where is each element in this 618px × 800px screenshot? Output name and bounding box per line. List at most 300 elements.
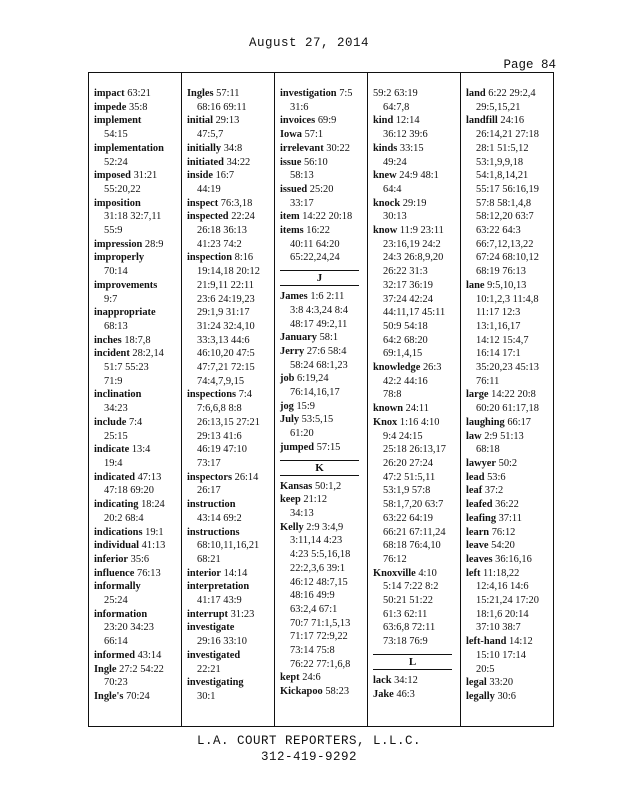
page-line-refs: 1:6 2:11 — [310, 291, 345, 303]
entry-line — [466, 347, 553, 361]
entry-line — [280, 413, 367, 427]
index-entry — [466, 512, 553, 526]
page-line-refs: 29:19 — [402, 197, 427, 209]
page-line-refs: 46:12 48:7,15 — [290, 576, 348, 588]
page-line-refs: 26:14 — [234, 471, 259, 483]
entry-line — [94, 388, 181, 402]
entry-line — [187, 334, 274, 348]
entry-line — [280, 400, 367, 414]
entry-line — [94, 402, 181, 416]
index-entry — [94, 142, 181, 169]
index-entry — [466, 553, 553, 567]
page-line-refs: 34:8 — [223, 142, 243, 154]
page-line-refs: 70:14 — [104, 266, 128, 278]
entry-line — [373, 416, 460, 430]
index-entry — [94, 471, 181, 498]
entry-line — [94, 293, 181, 307]
index-term: implement — [94, 115, 142, 127]
entry-line — [373, 156, 460, 170]
index-term: inside — [187, 170, 213, 182]
page-line-refs: 26:13,15 27:21 — [197, 416, 260, 428]
entry-line — [466, 183, 553, 197]
index-term: large — [466, 389, 489, 401]
index-term: indicating — [94, 499, 139, 511]
page-line-refs: 47:7,21 72:15 — [197, 362, 255, 374]
index-entry — [280, 210, 367, 224]
index-entry — [373, 361, 460, 402]
page-line-refs: 50:9 54:18 — [383, 320, 428, 332]
index-term: law — [466, 430, 482, 442]
page-line-refs: 40:11 64:20 — [290, 238, 340, 250]
entry-line — [280, 521, 367, 535]
entry-line — [94, 580, 181, 594]
entry-line — [373, 594, 460, 608]
entry-line — [94, 375, 181, 389]
page-line-refs: 57:1 — [304, 129, 324, 141]
index-entry — [280, 183, 367, 210]
index-term: impede — [94, 101, 127, 113]
index-term: inspect — [187, 197, 219, 209]
index-entry — [94, 279, 181, 306]
page-line-refs: 29:1,9 31:17 — [197, 307, 250, 319]
index-term: know — [373, 225, 398, 237]
page-line-refs: 47:2 51:5,11 — [383, 471, 436, 483]
index-term: investigate — [187, 622, 235, 634]
entry-line — [466, 265, 553, 279]
page-line-refs: 14:14 — [223, 567, 248, 579]
page-line-refs: 24:9 48:1 — [399, 170, 439, 182]
entry-line — [466, 567, 553, 581]
page-line-refs: 71:9 — [104, 375, 123, 387]
index-entry — [94, 347, 181, 388]
page-line-refs: 68:10,11,16,21 — [197, 540, 260, 552]
index-term: item — [280, 211, 300, 223]
index-term: inappropriate — [94, 307, 156, 319]
page-line-refs: 3:8 4:3,24 8:4 — [290, 304, 349, 316]
page-line-refs: 51:7 55:23 — [104, 362, 149, 374]
entry-line — [373, 621, 460, 635]
entry-line — [187, 251, 274, 265]
page-line-refs: 9:5,10,13 — [487, 279, 527, 291]
entry-line — [280, 318, 367, 332]
index-term: James — [280, 291, 308, 303]
page-line-refs: 34:23 — [104, 403, 128, 415]
index-term: indicate — [94, 444, 130, 456]
index-entry — [187, 197, 274, 211]
entry-line — [280, 507, 367, 521]
page-line-refs: 25:18 26:13,17 — [383, 444, 446, 456]
entry-line — [94, 594, 181, 608]
index-entry — [94, 251, 181, 278]
entry-line — [94, 553, 181, 567]
index-term: individual — [94, 540, 140, 552]
entry-line — [373, 306, 460, 320]
page-line-refs: 4:10 — [418, 567, 437, 579]
index-term: Knoxville — [373, 567, 416, 579]
entry-line — [466, 580, 553, 594]
page-line-refs: 47:18 69:20 — [104, 485, 154, 497]
index-entry — [94, 526, 181, 540]
index-term: leave — [466, 540, 489, 552]
index-term: known — [373, 403, 404, 415]
page-line-refs: 67:24 68:10,12 — [476, 252, 539, 264]
index-entry — [466, 87, 553, 114]
index-column-4 — [367, 73, 460, 726]
index-entry — [280, 156, 367, 183]
page-line-refs: 23:20 34:23 — [104, 622, 154, 634]
word-index-table — [88, 72, 554, 727]
entry-line — [373, 635, 460, 649]
entry-line — [280, 671, 367, 685]
page-line-refs: 68:16 69:11 — [197, 101, 247, 113]
index-entry — [280, 521, 367, 672]
page-line-refs: 33:3,13 44:6 — [197, 334, 250, 346]
page-line-refs: 64:4 — [383, 183, 402, 195]
entry-line — [187, 471, 274, 485]
index-term: indicated — [94, 471, 135, 483]
entry-line — [187, 498, 274, 512]
entry-line — [187, 320, 274, 334]
page-line-refs: 29:13 41:6 — [197, 430, 242, 442]
entry-line — [187, 567, 274, 581]
entry-line — [94, 114, 181, 128]
index-entry — [94, 334, 181, 348]
entry-line — [187, 526, 274, 540]
entry-line — [280, 372, 367, 386]
index-entry — [373, 674, 460, 688]
page-line-refs: 68:21 — [197, 553, 221, 565]
entry-line — [94, 224, 181, 238]
entry-line — [373, 265, 460, 279]
entry-line — [373, 361, 460, 375]
entry-line — [466, 114, 553, 128]
entry-line — [94, 169, 181, 183]
entry-line — [280, 142, 367, 156]
index-term: Ingles — [187, 88, 214, 99]
index-term: informally — [94, 581, 141, 593]
entry-line — [466, 293, 553, 307]
page-line-refs: 11:9 23:11 — [399, 225, 444, 237]
index-term: laughing — [466, 416, 505, 428]
page-line-refs: 56:10 — [303, 156, 328, 168]
page-line-refs: 76:3,18 — [220, 197, 253, 209]
page-line-refs: 18:1,6 20:14 — [476, 608, 529, 620]
page-line-refs: 27:6 58:4 — [306, 345, 347, 357]
entry-line — [373, 512, 460, 526]
index-term: initiated — [187, 156, 224, 168]
page-line-refs: 31:6 — [290, 101, 309, 113]
entry-line — [373, 347, 460, 361]
entry-line — [187, 238, 274, 252]
entry-line — [280, 427, 367, 441]
page-line-refs: 50:2 — [498, 457, 518, 469]
index-term: imposed — [94, 170, 131, 182]
index-term: Kelly — [280, 521, 304, 533]
entry-line — [373, 375, 460, 389]
index-entry — [373, 142, 460, 169]
page-line-refs: 24:16 — [500, 115, 525, 127]
page-line-refs: 76:14,16,17 — [290, 387, 340, 399]
entry-line — [466, 210, 553, 224]
entry-line — [373, 114, 460, 128]
page-line-refs: 71:17 72:9,22 — [290, 631, 348, 643]
entry-line — [466, 416, 553, 430]
index-entry — [466, 279, 553, 389]
entry-line — [373, 320, 460, 334]
index-entry — [187, 471, 274, 498]
entry-line — [94, 197, 181, 211]
entry-line — [94, 567, 181, 581]
page-line-refs: 46:19 47:10 — [197, 444, 247, 456]
entry-line — [373, 608, 460, 622]
index-term: items — [280, 225, 304, 237]
index-entry — [94, 238, 181, 252]
page-line-refs: 2:9 51:13 — [484, 430, 524, 442]
entry-line — [94, 347, 181, 361]
entry-line — [187, 539, 274, 553]
index-entry — [94, 443, 181, 470]
page-line-refs: 66:21 67:11,24 — [383, 526, 446, 538]
entry-line — [94, 608, 181, 622]
page-line-refs: 30:6 — [497, 690, 516, 702]
entry-line — [187, 114, 274, 128]
entry-line — [373, 430, 460, 444]
entry-line — [466, 156, 553, 170]
entry-line — [280, 562, 367, 576]
entry-line — [187, 402, 274, 416]
entry-line — [373, 402, 460, 416]
index-term: Kansas — [280, 480, 313, 492]
entry-line — [373, 197, 460, 211]
index-term: lack — [373, 674, 392, 686]
page-line-refs: 42:2 44:16 — [383, 375, 428, 387]
page-line-refs: 68:13 — [104, 320, 128, 332]
page-line-refs: 63:22 64:19 — [383, 512, 433, 524]
entry-line — [94, 416, 181, 430]
index-entry — [280, 372, 367, 399]
page-line-refs: 7:6,6,8 8:8 — [197, 403, 242, 415]
entry-line — [94, 279, 181, 293]
page-line-refs: 26:18 36:13 — [197, 225, 247, 237]
entry-line — [280, 331, 367, 345]
page-line-refs: 13:4 — [131, 444, 151, 456]
page-line-refs: 4:23 5:5,16,18 — [290, 549, 351, 561]
index-term: job — [280, 373, 295, 385]
entry-line — [94, 320, 181, 334]
index-entry — [187, 142, 274, 156]
index-entry — [94, 580, 181, 607]
page-line-refs: 58:12,20 63:7 — [476, 211, 534, 223]
page-line-refs: 53:5,15 — [301, 414, 334, 426]
index-entry — [187, 388, 274, 470]
index-entry — [373, 416, 460, 567]
page-line-refs: 70:24 — [126, 690, 150, 702]
index-term: imposition — [94, 197, 141, 209]
entry-line — [94, 512, 181, 526]
entry-line — [466, 238, 553, 252]
index-entry — [280, 480, 367, 494]
index-entry — [466, 539, 553, 553]
entry-line — [94, 361, 181, 375]
index-entry — [187, 567, 274, 581]
page-line-refs: 54:20 — [491, 540, 515, 552]
entry-line — [94, 649, 181, 663]
page-line-refs: 68:18 — [476, 444, 500, 456]
entry-line — [94, 142, 181, 156]
page-line-refs: 48:17 49:2,11 — [290, 318, 348, 330]
entry-line — [187, 388, 274, 402]
entry-line — [187, 663, 274, 677]
entry-line — [466, 334, 553, 348]
page-line-refs: 41:23 74:2 — [197, 238, 242, 250]
entry-line — [94, 621, 181, 635]
entry-line — [466, 526, 553, 540]
entry-line — [466, 621, 553, 635]
page-line-refs: 22:2,3,6 39:1 — [290, 562, 346, 574]
index-column-1 — [89, 73, 181, 726]
index-entry — [94, 539, 181, 553]
page-line-refs: 18:7,8 — [124, 334, 151, 346]
index-term: Ingle's — [94, 690, 124, 702]
entry-line — [187, 416, 274, 430]
index-term: knock — [373, 197, 401, 209]
page-line-refs: 37:10 38:7 — [476, 622, 521, 634]
page-line-refs: 20:5 — [476, 663, 495, 675]
page-line-refs: 63:22 64:3 — [476, 225, 521, 237]
entry-line — [187, 635, 274, 649]
page-line-refs: 26:17 — [197, 485, 221, 497]
index-term: indications — [94, 526, 143, 538]
page-line-refs: 21:12 — [303, 494, 328, 506]
index-term: inspection — [187, 252, 233, 264]
entry-line — [280, 156, 367, 170]
page-line-refs: 23:6 24:19,23 — [197, 293, 255, 305]
page-line-refs: 7:4 — [238, 389, 252, 401]
page-line-refs: 19:4 — [104, 457, 123, 469]
page-line-refs: 43:14 — [137, 649, 162, 661]
entry-line — [280, 534, 367, 548]
index-entry — [187, 608, 274, 622]
page-line-refs: 31:23 — [230, 608, 255, 620]
index-term: inches — [94, 334, 122, 346]
entry-line — [466, 251, 553, 265]
page-line-refs: 33:17 — [290, 197, 314, 209]
entry-line — [187, 375, 274, 389]
index-entry — [94, 114, 181, 141]
index-term: interior — [187, 567, 222, 579]
index-entry — [466, 690, 553, 704]
entry-line — [280, 589, 367, 603]
index-entry — [187, 526, 274, 567]
entry-line — [466, 388, 553, 402]
page-line-refs: 36:16,16 — [495, 553, 532, 565]
page-line-refs: 76:12 — [383, 553, 407, 565]
page-line-refs: 31:24 32:4,10 — [197, 320, 255, 332]
entry-line — [187, 621, 274, 635]
entry-line — [466, 169, 553, 183]
entry-line — [187, 128, 274, 142]
entry-line — [94, 265, 181, 279]
page-line-refs: 34:13 — [290, 507, 314, 519]
page-line-refs: 25:15 — [104, 430, 128, 442]
page-line-refs: 34:22 — [226, 156, 251, 168]
entry-line — [280, 441, 367, 455]
index-term: learn — [466, 526, 490, 538]
page-line-refs: 14:22 20:8 — [491, 389, 536, 401]
entry-line — [280, 197, 367, 211]
page-line-refs: 43:14 69:2 — [197, 512, 242, 524]
page-line-refs: 37:11 — [498, 512, 522, 524]
index-entry — [373, 197, 460, 224]
index-entry — [94, 498, 181, 525]
index-term: Iowa — [280, 129, 302, 141]
entry-line — [280, 685, 367, 699]
page-line-refs: 55:20,22 — [104, 183, 141, 195]
entry-line — [280, 169, 367, 183]
entry-line — [466, 608, 553, 622]
page-line-refs: 69:1,4,15 — [383, 348, 423, 360]
index-entry — [373, 114, 460, 141]
page-line-refs: 65:22,24,24 — [290, 252, 340, 264]
page-line-refs: 13:1,16,17 — [476, 320, 521, 332]
page-line-refs: 33:20 — [489, 677, 514, 689]
page-line-refs: 10:1,2,3 11:4,8 — [476, 293, 539, 305]
index-entry — [94, 87, 181, 101]
page-line-refs: 70:7 71:1,5,13 — [290, 617, 351, 629]
page-line-refs: 58:13 — [290, 170, 314, 182]
index-term: jog — [280, 400, 294, 412]
index-term: kind — [373, 115, 394, 127]
entry-line — [187, 361, 274, 375]
index-term: leafing — [466, 512, 497, 524]
entry-line — [466, 402, 553, 416]
entry-line — [373, 526, 460, 540]
page-line-refs: 30:22 — [326, 142, 350, 154]
entry-line — [94, 334, 181, 348]
entry-line — [373, 580, 460, 594]
page-line-refs: 22:24 — [231, 211, 255, 223]
index-term: leaf — [466, 485, 483, 497]
page-line-refs: 23:16,19 24:2 — [383, 238, 441, 250]
entry-line — [373, 553, 460, 567]
entry-line — [373, 128, 460, 142]
page-line-refs: 5:14 7:22 8:2 — [383, 581, 439, 593]
page-line-refs: 25:24 — [104, 595, 128, 607]
index-entry — [280, 413, 367, 440]
entry-line — [187, 156, 274, 170]
letter-heading: J — [280, 270, 359, 286]
entry-line — [373, 674, 460, 688]
entry-line — [187, 457, 274, 471]
page-line-refs: 54:1,8,14,21 — [476, 170, 529, 182]
page-line-refs: 66:17 — [507, 416, 531, 428]
page-line-refs: 46:3 — [396, 688, 415, 700]
index-term: improvements — [94, 279, 158, 291]
entry-line — [187, 101, 274, 115]
page-line-refs: 61:3 62:11 — [383, 608, 428, 620]
page-line-refs: 28:1 51:5,12 — [476, 142, 529, 154]
entry-line — [187, 210, 274, 224]
page-line-refs: 29:13 — [215, 115, 240, 127]
index-term: keep — [280, 494, 301, 506]
entry-line — [280, 480, 367, 494]
page-line-refs: 68:19 76:13 — [476, 266, 526, 278]
page-line-refs: 24:11 — [405, 403, 429, 415]
index-entry — [373, 169, 460, 196]
entry-line — [373, 688, 460, 702]
index-term: lead — [466, 471, 485, 483]
entry-line — [280, 603, 367, 617]
